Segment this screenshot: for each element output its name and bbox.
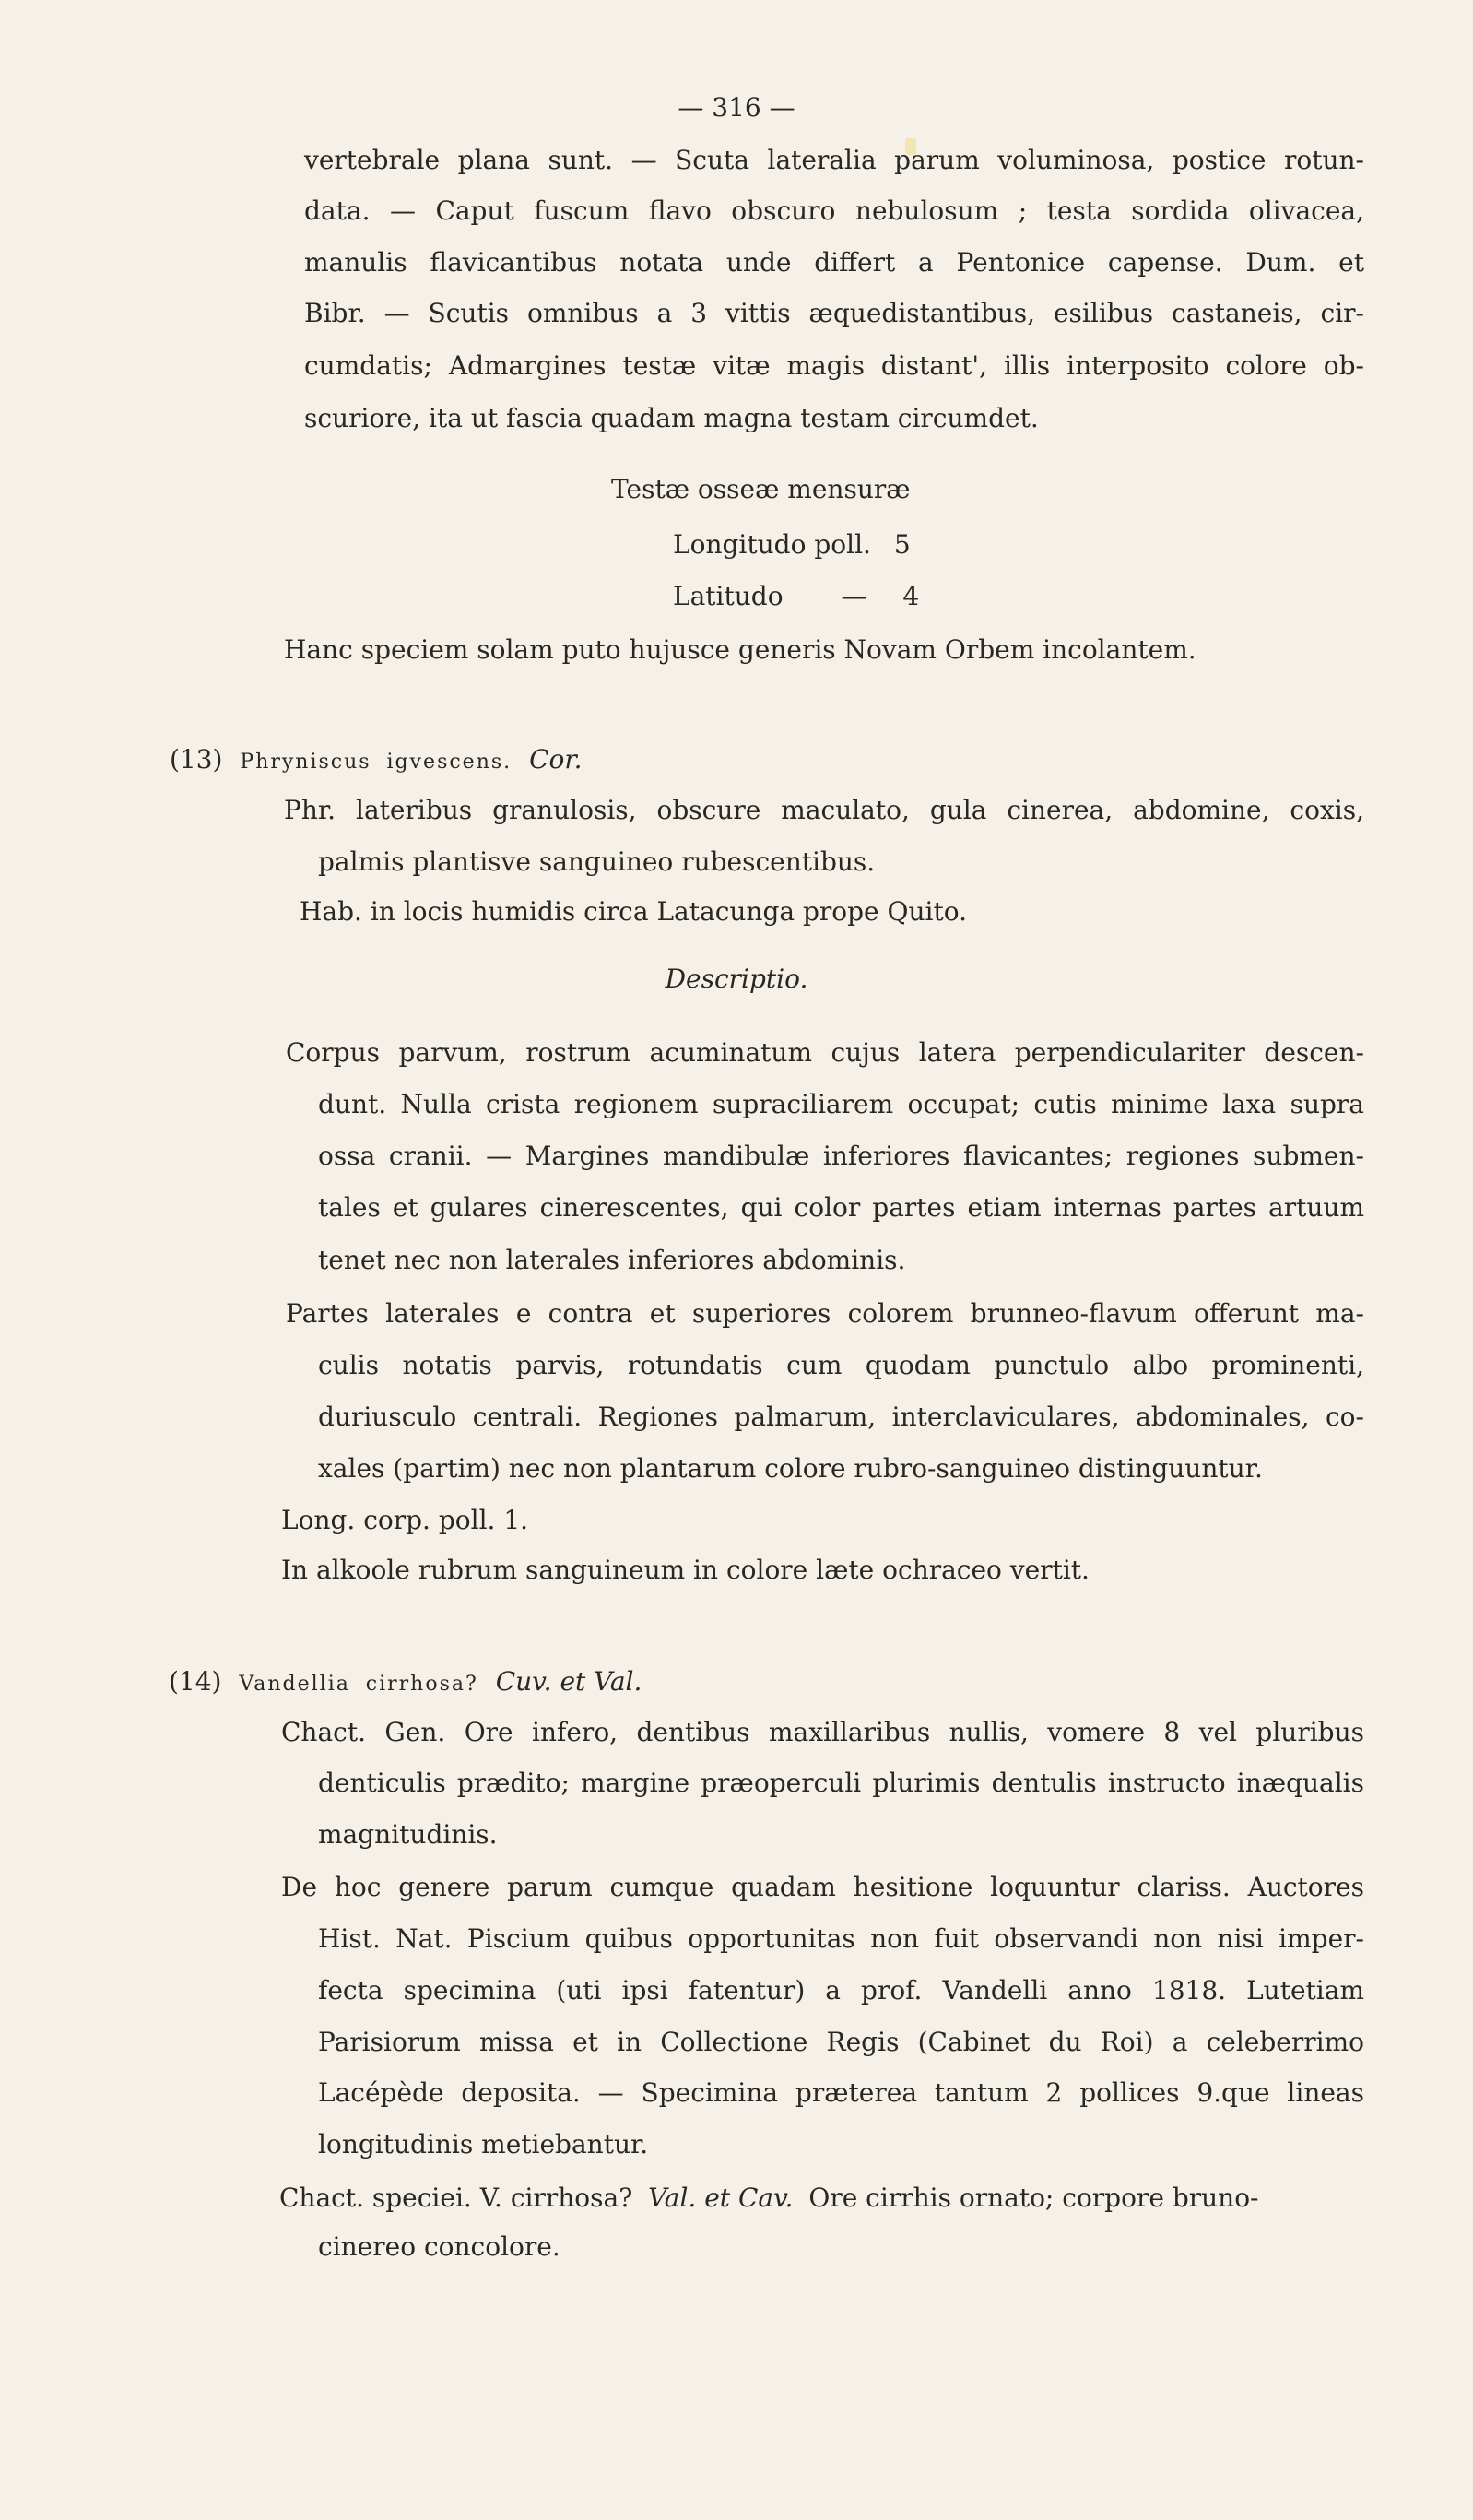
page-number: — 316 — [678, 92, 795, 123]
measure-row [673, 529, 911, 561]
alcohol-note: In alkoole rubrum sanguineum in colore læte ochraceo vertit. [281, 1555, 1090, 1585]
text-line: De hoc genere parum cumque quadam hesitione loquuntur clariss. Auctores [281, 1872, 1364, 1902]
text-line: culis notatis parvis, rotundatis cum quodam punctulo albo prominenti, [318, 1350, 1364, 1380]
length-measure: Long. corp. poll. 1. [281, 1505, 529, 1535]
text-line: magnitudinis. [318, 1819, 498, 1850]
text-line: Corpus parvum, rostrum acuminatum cujus latera perpendiculariter descen- [286, 1037, 1364, 1068]
text-line: Chact. Gen. Ore infero, dentibus maxillaribus nullis, vomere 8 vel pluribus [281, 1717, 1364, 1747]
text-line: longitudinis metiebantur. [318, 2129, 649, 2159]
section-heading [169, 1666, 642, 1700]
text-line: cinereo concolore. [318, 2231, 560, 2262]
measure-label: Longitudo poll. [673, 529, 871, 560]
text-line: dunt. Nulla crista regionem supraciliarem occupat; cutis minime laxa supra [318, 1089, 1364, 1119]
author-name: Cor. [529, 744, 583, 775]
species-char-authors: Val. et Cav. [648, 2183, 794, 2213]
text-line: Partes laterales e contra et superiores colorem brunneo-flavum offerunt ma- [286, 1298, 1364, 1329]
measure-label: Latitudo [673, 581, 784, 611]
genus-name: Vandellia [239, 1673, 350, 1696]
species-char-prefix: Chact. speciei. V. cirrhosa? [279, 2183, 633, 2213]
closing-sentence: Hanc speciem solam puto hujusce generis Novam Orbem incolantem. [284, 634, 1196, 665]
measure-title: Testæ osseæ mensuræ [611, 474, 911, 504]
habitat: Hab. in locis humidis circa Latacunga prope Quito. [300, 896, 967, 927]
genus-name: Phryniscus [240, 751, 371, 774]
text-line: manulis flavicantibus notata unde differt a Pentonice capense. Dum. et [304, 247, 1364, 278]
species-name: igvescens. [386, 751, 513, 774]
section-number: (13) [170, 744, 223, 775]
measure-value: 5 [893, 529, 911, 560]
measure-value: 4 [902, 581, 920, 611]
species-char-rest: Ore cirrhis ornato; corpore bruno- [808, 2183, 1259, 2213]
species-character [279, 2183, 1259, 2214]
text-line: duriusculo centrali. Regiones palmarum, interclaviculares, abdominales, co- [318, 1402, 1364, 1432]
text-line: denticulis prædito; margine præoperculi plurimis dentulis instructo inæqualis [318, 1768, 1364, 1798]
text-line: tenet nec non laterales inferiores abdominis. [318, 1245, 906, 1275]
text-line: cumdatis; Admargines testæ vitæ magis distant', illis interposito colore ob- [304, 350, 1364, 381]
text-line: Hist. Nat. Piscium quibus opportunitas non fuit observandi non nisi imper- [318, 1923, 1364, 1954]
text-line: Parisiorum missa et in Collectione Regis (Cabinet du Roi) a celeberrimo [318, 2027, 1364, 2057]
text-line: xales (partim) nec non plantarum colore rubro-sanguineo distinguuntur. [318, 1453, 1263, 1484]
section-heading [170, 744, 583, 778]
description-heading: Descriptio. [665, 964, 808, 994]
text-line: Bibr. — Scutis omnibus a 3 vittis æquedistantibus, esilibus castaneis, cir- [304, 298, 1364, 328]
author-name: Cuv. et Val. [495, 1666, 642, 1697]
diagnosis-line: palmis plantisve sanguineo rubescentibus. [318, 846, 876, 877]
text-line: vertebrale plana sunt. — Scuta lateralia parum voluminosa, postice rotun- [304, 145, 1364, 175]
text-line: Lacépède deposita. — Specimina præterea tantum 2 pollices 9.que lineas [318, 2077, 1364, 2108]
section-number: (14) [169, 1666, 222, 1697]
text-line: tales et gulares cinerescentes, qui color partes etiam internas partes artuum [318, 1192, 1364, 1223]
text-line: scuriore, ita ut fascia quadam magna testam circumdet. [304, 403, 1039, 433]
text-line: fecta specimina (uti ipsi fatentur) a prof. Vandelli anno 1818. Lutetiam [318, 1975, 1364, 2005]
diagnosis-line: Phr. lateribus granulosis, obscure maculato, gula cinerea, abdomine, coxis, [284, 795, 1364, 825]
species-name: cirrhosa? [365, 1673, 478, 1696]
measure-row [673, 581, 919, 612]
text-line: ossa cranii. — Margines mandibulæ inferiores flavicantes; regiones submen- [318, 1141, 1364, 1171]
measure-dash: — [841, 581, 867, 611]
text-line: data. — Caput fuscum flavo obscuro nebulosum ; testa sordida olivacea, [304, 195, 1364, 226]
